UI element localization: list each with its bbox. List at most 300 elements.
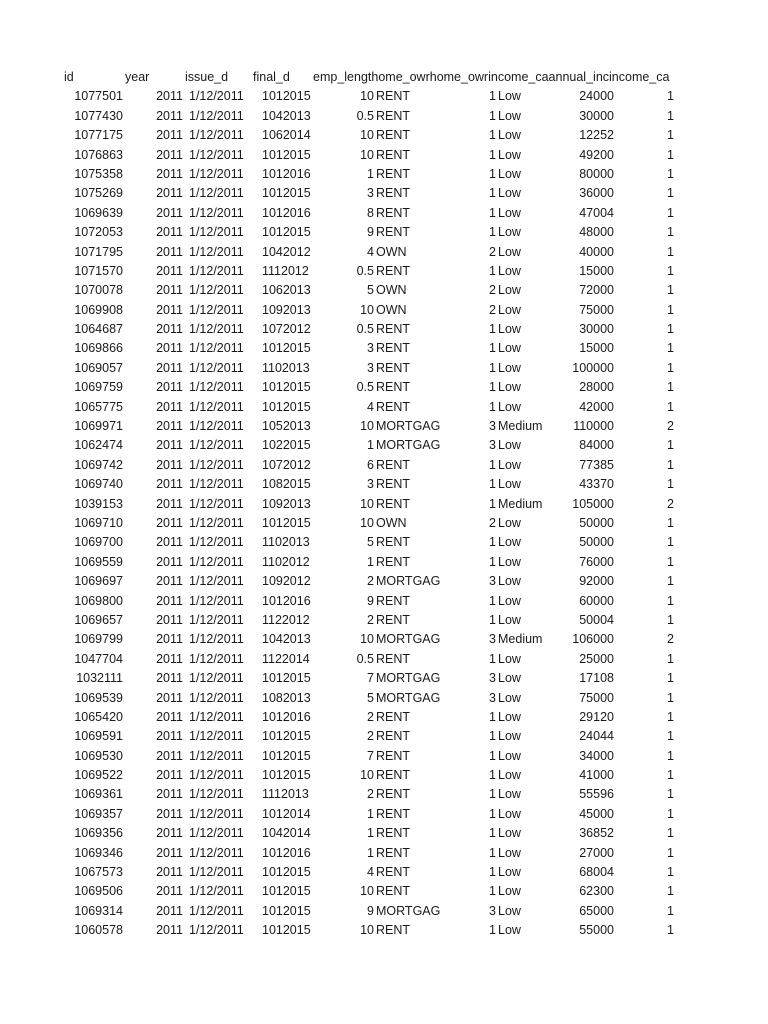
cell-id: 1062474 <box>74 438 123 453</box>
cell-final-d: 1012015 <box>262 399 311 414</box>
cell-income-category: Low <box>498 244 521 259</box>
cell-income-category: Low <box>498 477 521 492</box>
cell-id: 1069971 <box>74 419 123 434</box>
cell-emp-length: 2 <box>367 612 374 627</box>
cell-income-category-code: 1 <box>667 322 674 337</box>
cell-annual-income: 50000 <box>579 535 614 550</box>
cell-income-category-code: 1 <box>667 709 674 724</box>
cell-emp-length: 4 <box>367 244 374 259</box>
cell-issue-d: 1/12/2011 <box>189 302 244 317</box>
cell-income-category-code: 1 <box>667 826 674 841</box>
cell-annual-income: 80000 <box>579 166 614 181</box>
cell-emp-length: 2 <box>367 574 374 589</box>
cell-home-ownership-code: 1 <box>489 360 496 375</box>
cell-home-ownership: RENT <box>376 768 411 783</box>
cell-emp-length: 5 <box>367 690 374 705</box>
cell-year: 2011 <box>156 515 183 530</box>
table-row <box>0 863 768 882</box>
cell-final-d: 1082015 <box>262 477 311 492</box>
cell-income-category-code: 1 <box>667 225 674 240</box>
cell-id: 1071795 <box>74 244 123 259</box>
table-row <box>0 902 768 921</box>
table-row <box>0 126 768 145</box>
cell-annual-income: 50000 <box>579 515 614 530</box>
cell-emp-length: 0.5 <box>356 108 374 123</box>
cell-emp-length: 2 <box>367 729 374 744</box>
table-row <box>0 436 768 455</box>
cell-home-ownership-code: 1 <box>489 768 496 783</box>
cell-issue-d: 1/12/2011 <box>189 632 244 647</box>
cell-year: 2011 <box>156 283 183 298</box>
cell-income-category: Low <box>498 128 521 143</box>
cell-home-ownership-code: 1 <box>489 651 496 666</box>
cell-income-category: Medium <box>498 419 543 434</box>
cell-income-category-code: 1 <box>667 399 674 414</box>
cell-annual-income: 47004 <box>579 205 614 220</box>
cell-issue-d: 1/12/2011 <box>189 729 244 744</box>
cell-income-category: Low <box>498 166 521 181</box>
cell-home-ownership-code: 1 <box>489 845 496 860</box>
cell-year: 2011 <box>156 225 183 240</box>
cell-year: 2011 <box>156 535 183 550</box>
cell-income-category-code: 1 <box>667 884 674 899</box>
cell-home-ownership-code: 1 <box>489 322 496 337</box>
cell-final-d: 1012016 <box>262 205 311 220</box>
cell-income-category-code: 1 <box>667 787 674 802</box>
cell-final-d: 1092013 <box>262 302 311 317</box>
cell-annual-income: 100000 <box>572 360 614 375</box>
cell-home-ownership: MORTGAG <box>376 574 441 589</box>
cell-emp-length: 10 <box>360 768 374 783</box>
cell-id: 1072053 <box>74 225 123 240</box>
cell-annual-income: 48000 <box>579 225 614 240</box>
cell-income-category-code: 1 <box>667 263 674 278</box>
table-row <box>0 87 768 106</box>
table-row <box>0 378 768 397</box>
cell-year: 2011 <box>156 322 183 337</box>
cell-income-category-code: 1 <box>667 748 674 763</box>
cell-annual-income: 27000 <box>579 845 614 860</box>
cell-home-ownership-code: 1 <box>489 884 496 899</box>
table-row <box>0 533 768 552</box>
cell-final-d: 1072012 <box>262 457 311 472</box>
table-row <box>0 785 768 804</box>
cell-home-ownership-code: 1 <box>489 457 496 472</box>
table-row <box>0 882 768 901</box>
cell-year: 2011 <box>156 457 183 472</box>
cell-final-d: 1062013 <box>262 283 311 298</box>
cell-id: 1075358 <box>74 166 123 181</box>
table-row <box>0 844 768 863</box>
cell-id: 1075269 <box>74 186 123 201</box>
table-row <box>0 165 768 184</box>
cell-final-d: 1052013 <box>262 419 311 434</box>
cell-issue-d: 1/12/2011 <box>189 341 244 356</box>
header-row <box>0 68 768 87</box>
cell-income-category: Low <box>498 322 521 337</box>
cell-issue-d: 1/12/2011 <box>189 399 244 414</box>
cell-emp-length: 0.5 <box>356 651 374 666</box>
cell-home-ownership-code: 3 <box>489 690 496 705</box>
cell-home-ownership-code: 1 <box>489 263 496 278</box>
cell-final-d: 1082013 <box>262 690 311 705</box>
cell-home-ownership-code: 3 <box>489 671 496 686</box>
cell-year: 2011 <box>156 380 183 395</box>
header-final-d: final_d <box>253 70 290 84</box>
cell-year: 2011 <box>156 263 183 278</box>
cell-year: 2011 <box>156 477 183 492</box>
cell-final-d: 1012015 <box>262 865 311 880</box>
cell-year: 2011 <box>156 302 183 317</box>
table-row <box>0 669 768 688</box>
table-row <box>0 301 768 320</box>
cell-home-ownership: RENT <box>376 341 411 356</box>
table-row <box>0 339 768 358</box>
cell-emp-length: 3 <box>367 360 374 375</box>
cell-issue-d: 1/12/2011 <box>189 108 244 123</box>
cell-income-category-code: 1 <box>667 205 674 220</box>
cell-annual-income: 45000 <box>579 806 614 821</box>
cell-home-ownership: RENT <box>376 263 411 278</box>
cell-emp-length: 10 <box>360 923 374 938</box>
cell-income-category-code: 1 <box>667 244 674 259</box>
cell-income-category: Low <box>498 535 521 550</box>
cell-year: 2011 <box>156 89 183 104</box>
cell-annual-income: 50004 <box>579 612 614 627</box>
cell-emp-length: 10 <box>360 128 374 143</box>
cell-id: 1077430 <box>74 108 123 123</box>
table-row <box>0 146 768 165</box>
cell-home-ownership: MORTGAG <box>376 419 441 434</box>
cell-income-category-code: 1 <box>667 729 674 744</box>
cell-year: 2011 <box>156 729 183 744</box>
header-remaining-columns: emp_lengthome_owrhome_owrincome_caannual_incincome_ca <box>313 70 670 84</box>
cell-final-d: 1012015 <box>262 729 311 744</box>
cell-income-category-code: 2 <box>667 632 674 647</box>
cell-income-category-code: 1 <box>667 283 674 298</box>
cell-issue-d: 1/12/2011 <box>189 923 244 938</box>
cell-income-category-code: 1 <box>667 535 674 550</box>
cell-final-d: 1042013 <box>262 108 311 123</box>
cell-issue-d: 1/12/2011 <box>189 457 244 472</box>
cell-income-category-code: 1 <box>667 903 674 918</box>
cell-emp-length: 10 <box>360 419 374 434</box>
cell-home-ownership-code: 1 <box>489 108 496 123</box>
cell-income-category-code: 1 <box>667 302 674 317</box>
cell-issue-d: 1/12/2011 <box>189 360 244 375</box>
cell-income-category-code: 1 <box>667 186 674 201</box>
cell-income-category-code: 2 <box>667 419 674 434</box>
cell-income-category: Low <box>498 147 521 162</box>
cell-id: 1069800 <box>74 593 123 608</box>
table-row <box>0 398 768 417</box>
cell-issue-d: 1/12/2011 <box>189 671 244 686</box>
cell-income-category: Low <box>498 651 521 666</box>
cell-home-ownership: RENT <box>376 709 411 724</box>
cell-id: 1069742 <box>74 457 123 472</box>
cell-income-category-code: 1 <box>667 89 674 104</box>
cell-emp-length: 0.5 <box>356 322 374 337</box>
cell-year: 2011 <box>156 399 183 414</box>
cell-issue-d: 1/12/2011 <box>189 89 244 104</box>
cell-emp-length: 1 <box>367 845 374 860</box>
cell-home-ownership-code: 1 <box>489 477 496 492</box>
cell-year: 2011 <box>156 496 183 511</box>
cell-final-d: 1012015 <box>262 341 311 356</box>
table-row <box>0 805 768 824</box>
table-row <box>0 475 768 494</box>
cell-income-category: Low <box>498 89 521 104</box>
cell-income-category: Low <box>498 690 521 705</box>
cell-home-ownership-code: 1 <box>489 496 496 511</box>
cell-income-category-code: 1 <box>667 128 674 143</box>
cell-id: 1064687 <box>74 322 123 337</box>
table-row <box>0 495 768 514</box>
cell-home-ownership: MORTGAG <box>376 632 441 647</box>
cell-income-category-code: 1 <box>667 380 674 395</box>
cell-issue-d: 1/12/2011 <box>189 651 244 666</box>
cell-id: 1069314 <box>74 903 123 918</box>
cell-home-ownership: RENT <box>376 399 411 414</box>
table-row <box>0 359 768 378</box>
cell-emp-length: 4 <box>367 865 374 880</box>
cell-home-ownership: RENT <box>376 612 411 627</box>
cell-home-ownership-code: 2 <box>489 244 496 259</box>
cell-year: 2011 <box>156 419 183 434</box>
cell-id: 1069057 <box>74 360 123 375</box>
cell-final-d: 1012015 <box>262 225 311 240</box>
cell-income-category-code: 1 <box>667 865 674 880</box>
cell-id: 1069740 <box>74 477 123 492</box>
cell-income-category: Low <box>498 457 521 472</box>
cell-year: 2011 <box>156 166 183 181</box>
cell-income-category: Low <box>498 263 521 278</box>
cell-annual-income: 25000 <box>579 651 614 666</box>
cell-year: 2011 <box>156 108 183 123</box>
cell-home-ownership: MORTGAG <box>376 903 441 918</box>
cell-annual-income: 68004 <box>579 865 614 880</box>
cell-annual-income: 30000 <box>579 108 614 123</box>
cell-income-category: Low <box>498 186 521 201</box>
cell-final-d: 1012016 <box>262 709 311 724</box>
table-row <box>0 456 768 475</box>
cell-home-ownership: MORTGAG <box>376 438 441 453</box>
cell-annual-income: 29120 <box>579 709 614 724</box>
cell-emp-length: 10 <box>360 302 374 317</box>
cell-id: 1060578 <box>74 923 123 938</box>
cell-income-category-code: 1 <box>667 768 674 783</box>
cell-issue-d: 1/12/2011 <box>189 690 244 705</box>
cell-annual-income: 65000 <box>579 903 614 918</box>
cell-annual-income: 36000 <box>579 186 614 201</box>
cell-issue-d: 1/12/2011 <box>189 903 244 918</box>
cell-home-ownership: MORTGAG <box>376 671 441 686</box>
cell-annual-income: 36852 <box>579 826 614 841</box>
cell-emp-length: 3 <box>367 341 374 356</box>
cell-home-ownership: RENT <box>376 186 411 201</box>
cell-emp-length: 1 <box>367 438 374 453</box>
cell-emp-length: 1 <box>367 166 374 181</box>
cell-income-category: Low <box>498 865 521 880</box>
cell-emp-length: 10 <box>360 89 374 104</box>
table-row <box>0 204 768 223</box>
cell-home-ownership-code: 3 <box>489 574 496 589</box>
cell-home-ownership-code: 1 <box>489 128 496 143</box>
cell-home-ownership: OWN <box>376 244 407 259</box>
cell-id: 1069657 <box>74 612 123 627</box>
cell-home-ownership: RENT <box>376 535 411 550</box>
cell-income-category-code: 1 <box>667 612 674 627</box>
cell-id: 1069639 <box>74 205 123 220</box>
cell-home-ownership: OWN <box>376 283 407 298</box>
cell-income-category: Low <box>498 574 521 589</box>
table-row <box>0 747 768 766</box>
cell-year: 2011 <box>156 438 183 453</box>
cell-home-ownership-code: 1 <box>489 593 496 608</box>
cell-home-ownership-code: 1 <box>489 380 496 395</box>
cell-income-category: Low <box>498 806 521 821</box>
cell-emp-length: 7 <box>367 671 374 686</box>
cell-final-d: 1012014 <box>262 806 311 821</box>
cell-annual-income: 30000 <box>579 322 614 337</box>
cell-home-ownership-code: 3 <box>489 632 496 647</box>
cell-emp-length: 2 <box>367 709 374 724</box>
cell-issue-d: 1/12/2011 <box>189 322 244 337</box>
cell-year: 2011 <box>156 205 183 220</box>
cell-home-ownership: RENT <box>376 593 411 608</box>
cell-issue-d: 1/12/2011 <box>189 225 244 240</box>
cell-year: 2011 <box>156 671 183 686</box>
cell-issue-d: 1/12/2011 <box>189 826 244 841</box>
cell-annual-income: 72000 <box>579 283 614 298</box>
cell-issue-d: 1/12/2011 <box>189 865 244 880</box>
cell-year: 2011 <box>156 690 183 705</box>
cell-home-ownership: RENT <box>376 923 411 938</box>
cell-id: 1032111 <box>76 671 123 686</box>
cell-issue-d: 1/12/2011 <box>189 806 244 821</box>
cell-home-ownership-code: 2 <box>489 515 496 530</box>
cell-income-category: Low <box>498 593 521 608</box>
cell-year: 2011 <box>156 632 183 647</box>
cell-final-d: 1072012 <box>262 322 311 337</box>
table-row <box>0 766 768 785</box>
cell-final-d: 1112012 <box>262 263 309 278</box>
cell-year: 2011 <box>156 923 183 938</box>
cell-income-category: Low <box>498 671 521 686</box>
table-row <box>0 320 768 339</box>
cell-emp-length: 5 <box>367 283 374 298</box>
cell-emp-length: 3 <box>367 186 374 201</box>
cell-final-d: 1112013 <box>262 787 309 802</box>
cell-home-ownership-code: 1 <box>489 787 496 802</box>
cell-id: 1069506 <box>74 884 123 899</box>
cell-annual-income: 41000 <box>579 768 614 783</box>
table-row <box>0 689 768 708</box>
cell-home-ownership: RENT <box>376 651 411 666</box>
cell-emp-length: 5 <box>367 535 374 550</box>
cell-issue-d: 1/12/2011 <box>189 535 244 550</box>
cell-emp-length: 9 <box>367 225 374 240</box>
cell-income-category: Low <box>498 729 521 744</box>
cell-issue-d: 1/12/2011 <box>189 263 244 278</box>
table-row <box>0 107 768 126</box>
cell-income-category-code: 1 <box>667 671 674 686</box>
cell-income-category-code: 1 <box>667 166 674 181</box>
cell-annual-income: 40000 <box>579 244 614 259</box>
cell-id: 1076863 <box>74 147 123 162</box>
cell-income-category-code: 1 <box>667 147 674 162</box>
cell-id: 1069356 <box>74 826 123 841</box>
cell-year: 2011 <box>156 806 183 821</box>
table-row <box>0 727 768 746</box>
cell-income-category: Low <box>498 903 521 918</box>
cell-income-category-code: 1 <box>667 593 674 608</box>
cell-annual-income: 42000 <box>579 399 614 414</box>
cell-id: 1077501 <box>74 89 123 104</box>
table-body <box>0 87 768 940</box>
cell-annual-income: 15000 <box>579 341 614 356</box>
cell-final-d: 1042014 <box>262 826 311 841</box>
cell-final-d: 1102013 <box>262 360 310 375</box>
cell-issue-d: 1/12/2011 <box>189 166 244 181</box>
cell-income-category: Low <box>498 205 521 220</box>
cell-home-ownership-code: 1 <box>489 612 496 627</box>
cell-annual-income: 106000 <box>572 632 614 647</box>
cell-home-ownership-code: 1 <box>489 535 496 550</box>
cell-income-category-code: 1 <box>667 806 674 821</box>
cell-final-d: 1012015 <box>262 147 311 162</box>
cell-home-ownership: RENT <box>376 322 411 337</box>
cell-id: 1069361 <box>74 787 123 802</box>
cell-final-d: 1122014 <box>262 651 310 666</box>
cell-income-category: Low <box>498 108 521 123</box>
cell-final-d: 1042012 <box>262 244 311 259</box>
cell-income-category-code: 1 <box>667 341 674 356</box>
cell-issue-d: 1/12/2011 <box>189 244 244 259</box>
table-row <box>0 223 768 242</box>
cell-home-ownership-code: 3 <box>489 419 496 434</box>
cell-emp-length: 10 <box>360 147 374 162</box>
cell-id: 1067573 <box>74 865 123 880</box>
cell-final-d: 1122012 <box>262 612 310 627</box>
cell-emp-length: 6 <box>367 457 374 472</box>
cell-annual-income: 12252 <box>579 128 614 143</box>
table-row <box>0 611 768 630</box>
cell-annual-income: 17108 <box>579 671 614 686</box>
cell-income-category: Low <box>498 923 521 938</box>
cell-income-category-code: 1 <box>667 438 674 453</box>
cell-year: 2011 <box>156 147 183 162</box>
cell-annual-income: 60000 <box>579 593 614 608</box>
cell-income-category-code: 1 <box>667 477 674 492</box>
cell-annual-income: 105000 <box>572 496 614 511</box>
cell-final-d: 1012016 <box>262 593 311 608</box>
cell-home-ownership-code: 1 <box>489 225 496 240</box>
cell-annual-income: 43370 <box>579 477 614 492</box>
cell-income-category: Low <box>498 612 521 627</box>
cell-home-ownership: RENT <box>376 554 411 569</box>
cell-emp-length: 9 <box>367 903 374 918</box>
cell-income-category: Medium <box>498 496 543 511</box>
cell-home-ownership-code: 1 <box>489 205 496 220</box>
table-row <box>0 708 768 727</box>
cell-income-category-code: 1 <box>667 457 674 472</box>
cell-income-category: Low <box>498 438 521 453</box>
cell-issue-d: 1/12/2011 <box>189 884 244 899</box>
table-row <box>0 572 768 591</box>
cell-annual-income: 15000 <box>579 263 614 278</box>
cell-final-d: 1092012 <box>262 574 311 589</box>
